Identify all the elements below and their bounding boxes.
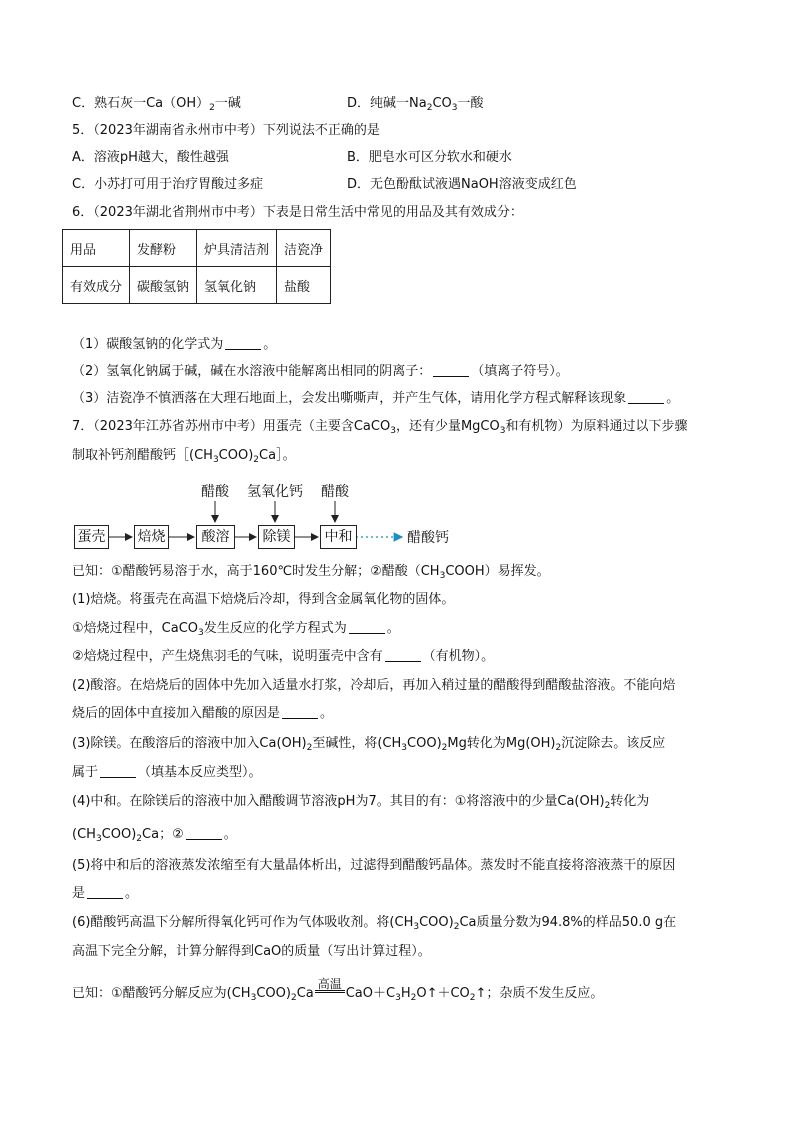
subscript: 2 — [441, 743, 448, 753]
part-2-line-2 — [72, 705, 333, 723]
part-text: 发生反应的化学方程式为 — [203, 621, 347, 636]
part-text: （填基本反应类型）。 — [138, 765, 262, 780]
known-text: 已知：①醋酸钙易溶于水，高于160℃时发生分解；②醋酸（CH — [72, 564, 440, 579]
flow-product: 醋酸钙 — [407, 530, 449, 546]
condition-text: 高温 — [317, 977, 342, 991]
formula: COO) — [256, 986, 291, 1001]
formula: O↑＋CO — [416, 986, 470, 1001]
input-label-acetic-acid: 醋酸 — [321, 484, 349, 500]
flow-arrows — [0, 0, 794, 560]
q5-option-b: B．肥皂水可区分软水和硬水 — [347, 150, 512, 165]
formula: CaO＋C — [345, 986, 396, 1001]
part-6-line-2: 高温下完全分解，计算分解得到CaO的质量（写出计算过程）。 — [72, 944, 431, 959]
subscript: 3 — [439, 571, 446, 581]
flow-step-roasting: 焙烧 — [134, 525, 169, 549]
subscript: 3 — [401, 743, 408, 753]
known-info-2 — [72, 977, 604, 1003]
answer-blank[interactable] — [282, 706, 318, 719]
option-d-suffix: 一酸 — [457, 96, 484, 111]
part-text: (4)中和。在除镁后的溶液中加入醋酸调节溶液pH为7。其目的有：①将溶液中的少量Ca(OH) — [72, 794, 605, 809]
part-text: 属于 — [72, 765, 99, 780]
part-4-line-1 — [72, 793, 649, 811]
q6-part-3-text: （3）洁瓷净不慎洒落在大理石地面上，会发出嘶嘶声，并产生气体，请用化学方程式解释该现象 — [72, 391, 627, 406]
subscript: 3 — [413, 922, 420, 932]
punct: 。 — [386, 621, 400, 636]
option-c-text: C．熟石灰一Ca（OH） — [72, 96, 210, 111]
flow-step-eggshell: 蛋壳 — [74, 525, 109, 549]
answer-blank[interactable] — [349, 621, 385, 634]
subscript: 3 — [198, 628, 204, 638]
part-text: （有机物）。 — [422, 649, 495, 664]
subscript: 3 — [451, 103, 458, 113]
q5-option-d: D．无色酚酞试液遇NaOH溶液变成红色 — [347, 177, 577, 192]
part-4-line-2 — [72, 826, 237, 844]
part-3-line-2 — [72, 764, 262, 782]
q7-text: 7．（2023年江苏省苏州市中考）用蛋壳（主要含 — [72, 419, 354, 434]
q7-text: 制取补钙剂醋酸钙［(CH — [72, 448, 213, 463]
question-6: 6．（2023年湖北省荆州市中考）下表是日常生活中常见的用品及其有效成分： — [72, 205, 523, 220]
input-label-calcium-hydroxide: 氢氧化钙 — [247, 484, 303, 500]
part-3-line-1 — [72, 735, 665, 753]
table-cell: 盐酸 — [277, 267, 331, 304]
part-1-a — [72, 620, 400, 638]
flow-step-acid-dissolve: 酸溶 — [196, 525, 235, 549]
subscript: 3 — [95, 834, 102, 844]
known-info-1 — [72, 563, 550, 581]
part-6-line-1 — [72, 914, 676, 932]
known-text: 已知：①醋酸钙分解反应为(CH — [72, 986, 251, 1001]
formula: H — [400, 986, 411, 1001]
reaction-condition — [315, 978, 345, 993]
table-cell: 碳酸氢钠 — [130, 267, 197, 304]
known-text: ↑；杂质不发生反应。 — [475, 986, 604, 1001]
subscript: 3 — [390, 426, 396, 436]
part-5-line-1: (5)将中和后的溶液蒸发浓缩至有大量晶体析出，过滤得到醋酸钙晶体。蒸发时不能直接将溶液蒸干的原因 — [72, 858, 676, 873]
formula: MgCO — [460, 419, 500, 434]
formula: CaCO — [353, 419, 391, 434]
punct: 。 — [223, 827, 237, 842]
answer-blank[interactable] — [186, 827, 222, 840]
part-text: 烧后的固体中直接加入醋酸的原因是 — [72, 706, 281, 721]
part-text: ①焙烧过程中， — [72, 621, 162, 636]
formula: COO) — [101, 827, 137, 842]
input-label-acetic-acid: 醋酸 — [201, 484, 229, 500]
part-text: (3)除镁。在酸溶后的溶液中加入Ca(OH) — [72, 736, 307, 751]
formula: Ca — [296, 986, 314, 1001]
part-1-b — [72, 648, 494, 666]
subscript: 3 — [499, 426, 506, 436]
table-cell: 炉具清洁剂 — [197, 230, 277, 267]
punct: 。 — [320, 706, 334, 721]
subscript: 2 — [410, 993, 417, 1003]
part-5-line-2 — [72, 885, 138, 903]
subscript: 2 — [555, 743, 562, 753]
subscript: 2 — [306, 743, 313, 753]
subscript: 3 — [395, 993, 401, 1003]
part-text: 至碱性，将(CH — [312, 736, 402, 751]
formula: COO) — [419, 915, 454, 930]
part-text: Mg转化为Mg(OH) — [447, 736, 556, 751]
table-cell: 洁瓷净 — [277, 230, 331, 267]
question-5: 5．（2023年湖南省永州市中考）下列说法不正确的是 — [72, 123, 380, 138]
subscript: 2 — [290, 993, 297, 1003]
table-cell: 发酵粉 — [130, 230, 197, 267]
part-text: (6)醋酸钙高温下分解所得氧化钙可作为气体吸收剂。将(CH — [72, 915, 414, 930]
q6-part-2-suffix: （填离子符号）。 — [471, 364, 569, 379]
formula: (CH — [72, 827, 96, 842]
known-text: COOH）易挥发。 — [445, 564, 550, 579]
part-text: 是 — [72, 886, 86, 901]
formula: CaCO — [161, 621, 199, 636]
subscript: 3 — [212, 455, 219, 465]
q7-text: Ca］。 — [259, 448, 296, 463]
subscript: 2 — [136, 834, 143, 844]
part-text: Ca；② — [142, 827, 184, 842]
q6-part-1-text: （1）碳酸氢钠的化学式为 — [72, 337, 224, 352]
part-text: Ca质量分数为94.8%的样品50.0 g在 — [459, 915, 677, 930]
subscript: 2 — [469, 993, 476, 1003]
option-d-formula: CO — [432, 96, 452, 111]
q5-option-c: C．小苏打可用于治疗胃酸过多症 — [72, 177, 264, 192]
table-cell: 氢氧化钠 — [197, 267, 277, 304]
option-d-text: D．纯碱一Na — [347, 96, 427, 111]
part-1-roasting: (1)焙烧。将蛋壳在高温下焙烧后冷却，得到含金属氧化物的固体。 — [72, 592, 455, 607]
subscript: 2 — [453, 922, 460, 932]
subscript: 2 — [426, 103, 433, 113]
table-cell: 用品 — [63, 230, 130, 267]
q7-text: 和有机物）为原料通过以下步骤 — [505, 419, 688, 434]
punct: 。 — [125, 886, 139, 901]
flow-step-neutralize: 中和 — [320, 525, 357, 549]
q6-part-2-text: （2）氢氧化钠属于碱，碱在水溶液中能解离出相同的阴离子： — [72, 364, 432, 379]
q5-option-a: A．溶液pH越大，酸性越强 — [72, 150, 229, 165]
table-cell: 有效成分 — [63, 267, 130, 304]
part-text: 沉淀除去。该反应 — [561, 736, 666, 751]
answer-blank[interactable] — [100, 765, 136, 778]
answer-blank[interactable] — [385, 649, 421, 662]
option-c-suffix: 一碱 — [214, 96, 241, 111]
subscript: 2 — [253, 455, 260, 465]
formula: COO) — [407, 736, 442, 751]
subscript: 2 — [209, 103, 215, 113]
punct: 。 — [666, 391, 680, 406]
answer-blank[interactable] — [87, 886, 123, 899]
subscript: 2 — [604, 801, 611, 811]
punct: 。 — [263, 337, 277, 352]
q7-text: ，还有少量 — [395, 419, 461, 434]
flow-step-demagnesium: 除镁 — [258, 525, 295, 549]
part-text: ②焙烧过程中，产生烧焦羽毛的气味，说明蛋壳中含有 — [72, 649, 383, 664]
subscript: 3 — [250, 993, 257, 1003]
part-text: 转化为 — [610, 794, 650, 809]
part-2-line-1: (2)酸溶。在焙烧后的固体中先加入适量水打浆，冷却后，再加入稍过量的醋酸得到醋酸盐溶液。不能向焙 — [72, 678, 676, 693]
formula: COO) — [218, 448, 254, 463]
